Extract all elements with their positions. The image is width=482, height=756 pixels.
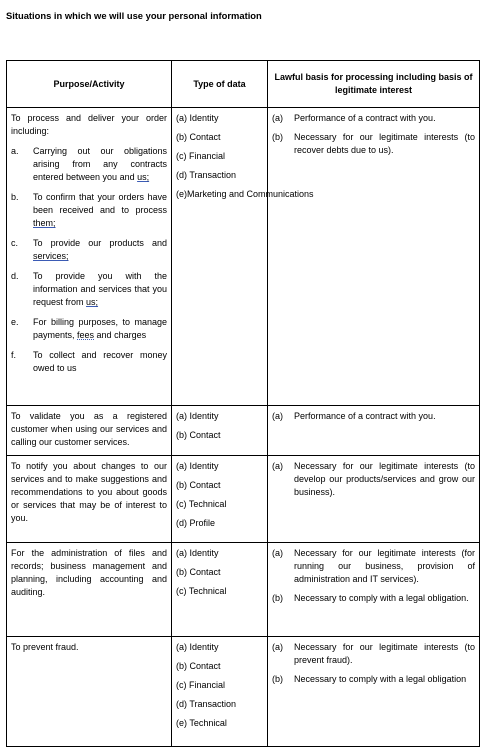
purpose-subitem — [11, 270, 167, 309]
type-of-data-cell — [172, 456, 268, 543]
type-of-data-cell — [172, 637, 268, 747]
table-row — [7, 108, 480, 406]
basis-text: Necessary to comply with a legal obligation — [294, 674, 467, 684]
basis-item — [272, 112, 475, 125]
subitem-underlined-word: services; — [33, 251, 69, 261]
subitem-label: a. — [11, 146, 19, 156]
subitem-label: d. — [11, 271, 19, 281]
header-purpose: Purpose/Activity — [7, 61, 172, 108]
basis-item — [272, 460, 475, 499]
data-type-item: (b) Contact — [176, 430, 221, 440]
data-type-item: (e)Marketing and Communications — [176, 189, 314, 199]
basis-text: Necessary to comply with a legal obligation. — [294, 593, 469, 603]
basis-label: (b) — [272, 593, 283, 603]
data-type-item: (c) Technical — [176, 586, 227, 596]
table-row — [7, 406, 480, 456]
lawful-basis-content — [268, 456, 479, 508]
basis-item — [272, 641, 475, 667]
table-header-row — [7, 61, 480, 108]
lawful-basis-cell — [268, 108, 480, 406]
data-type-item: (b) Contact — [176, 567, 221, 577]
lawful-basis-content — [268, 637, 479, 695]
table-body — [7, 108, 480, 747]
basis-text: Necessary for our legitimate interests (to develop our products/services and grow our business). — [294, 461, 475, 497]
data-type-item: (a) Identity — [176, 461, 219, 471]
table-row — [7, 637, 480, 747]
purpose-subitem — [11, 349, 167, 375]
subitem-text: Carrying out our obligations arising from any contracts entered between you and us; — [33, 146, 167, 182]
data-type-item: (a) Identity — [176, 642, 219, 652]
purpose-content — [7, 456, 171, 528]
lawful-basis-cell — [268, 543, 480, 637]
type-of-data-content — [172, 108, 314, 210]
purpose-text: To process and deliver your order including: — [11, 113, 167, 136]
basis-text: Necessary for our legitimate interests (to prevent fraud). — [294, 642, 475, 665]
subitem-text: To confirm that your orders have been received and to process them; — [33, 192, 167, 228]
data-type-item: (c) Financial — [176, 680, 226, 690]
lawful-basis-content — [268, 543, 479, 614]
table-row — [7, 456, 480, 543]
purpose-text: To validate you as a registered customer when using our services and calling our customer services. — [11, 411, 167, 447]
data-type-item: (d) Transaction — [176, 170, 237, 180]
data-type-item: (c) Technical — [176, 499, 227, 509]
purpose-cell — [7, 406, 172, 456]
basis-item — [272, 547, 475, 586]
purpose-cell — [7, 456, 172, 543]
basis-item — [272, 592, 475, 605]
basis-item — [272, 410, 475, 423]
lawful-basis-cell — [268, 637, 480, 747]
type-of-data-content — [172, 406, 267, 451]
basis-text: Performance of a contract with you. — [294, 113, 436, 123]
type-of-data-content — [172, 637, 267, 739]
data-type-item: (c) Financial — [176, 151, 226, 161]
data-type-item: (a) Identity — [176, 113, 219, 123]
type-of-data-cell — [172, 108, 314, 406]
basis-label: (b) — [272, 132, 283, 142]
purpose-text: To notify you about changes to our services and to make suggestions and recommendations to you about goods or services that may be of interest to you. — [11, 461, 167, 523]
type-of-data-cell — [172, 406, 268, 456]
basis-text: Necessary for our legitimate interests (for running our business, provision of administration and IT services). — [294, 548, 475, 584]
subitem-underlined-word: them; — [33, 218, 56, 228]
basis-label: (a) — [272, 411, 283, 421]
data-type-item: (b) Contact — [176, 132, 221, 142]
basis-label: (a) — [272, 461, 283, 471]
purpose-content — [7, 406, 171, 452]
basis-item — [272, 131, 475, 157]
purpose-text: To prevent fraud. — [11, 642, 79, 652]
purpose-content — [7, 108, 171, 378]
purpose-subitem — [11, 145, 167, 184]
purpose-cell — [7, 543, 172, 637]
purpose-cell — [7, 637, 172, 747]
purpose-subitem — [11, 237, 167, 263]
lawful-basis-content — [268, 108, 479, 166]
data-type-item: (d) Profile — [176, 518, 216, 528]
subitem-text: To collect and recover money owed to us — [33, 350, 167, 373]
subitem-underlined-word: us; — [86, 297, 99, 307]
table-row — [7, 543, 480, 637]
type-of-data-content — [172, 543, 267, 607]
lawful-basis-content — [268, 406, 479, 432]
subitem-text: For billing purposes, to manage payments, fees and charges — [33, 317, 167, 340]
lawful-basis-cell — [268, 456, 480, 543]
lawful-basis-cell — [268, 406, 480, 456]
basis-label: (a) — [272, 548, 283, 558]
basis-label: (b) — [272, 674, 283, 684]
purpose-text: For the administration of files and records; business management and planning, including accounting and auditing. — [11, 548, 167, 597]
purpose-content — [7, 543, 171, 602]
subitem-label: c. — [11, 238, 19, 248]
purpose-content — [7, 637, 171, 657]
data-type-item: (a) Identity — [176, 548, 219, 558]
personal-info-table — [6, 60, 480, 747]
purpose-subitem — [11, 316, 167, 342]
type-of-data-cell — [172, 543, 268, 637]
subitem-underlined-word: us; — [137, 172, 150, 182]
subitem-label: b. — [11, 192, 19, 202]
subitem-text: To provide you with the information and services that you request from us; — [33, 271, 167, 307]
data-type-item: (a) Identity — [176, 411, 219, 421]
basis-text: Performance of a contract with you. — [294, 411, 436, 421]
data-type-item: (b) Contact — [176, 480, 221, 490]
basis-label: (a) — [272, 113, 283, 123]
subitem-underlined-word: fees — [77, 330, 95, 340]
type-of-data-content — [172, 456, 267, 539]
subitem-label: f. — [11, 350, 17, 360]
page-heading: Situations in which we will use your personal information — [6, 10, 262, 21]
basis-label: (a) — [272, 642, 283, 652]
data-type-item: (d) Transaction — [176, 699, 237, 709]
data-type-item: (e) Technical — [176, 718, 227, 728]
purpose-cell — [7, 108, 172, 406]
data-type-item: (b) Contact — [176, 661, 221, 671]
subitem-label: e. — [11, 317, 19, 327]
basis-text: Necessary for our legitimate interests (to recover debts due to us). — [294, 132, 475, 155]
header-lawful-basis: Lawful basis for processing including basis of legitimate interest — [268, 61, 480, 108]
subitem-text: To provide our products and services; — [33, 238, 167, 261]
header-type-of-data: Type of data — [172, 61, 268, 108]
purpose-subitem — [11, 191, 167, 230]
basis-item — [272, 673, 475, 686]
